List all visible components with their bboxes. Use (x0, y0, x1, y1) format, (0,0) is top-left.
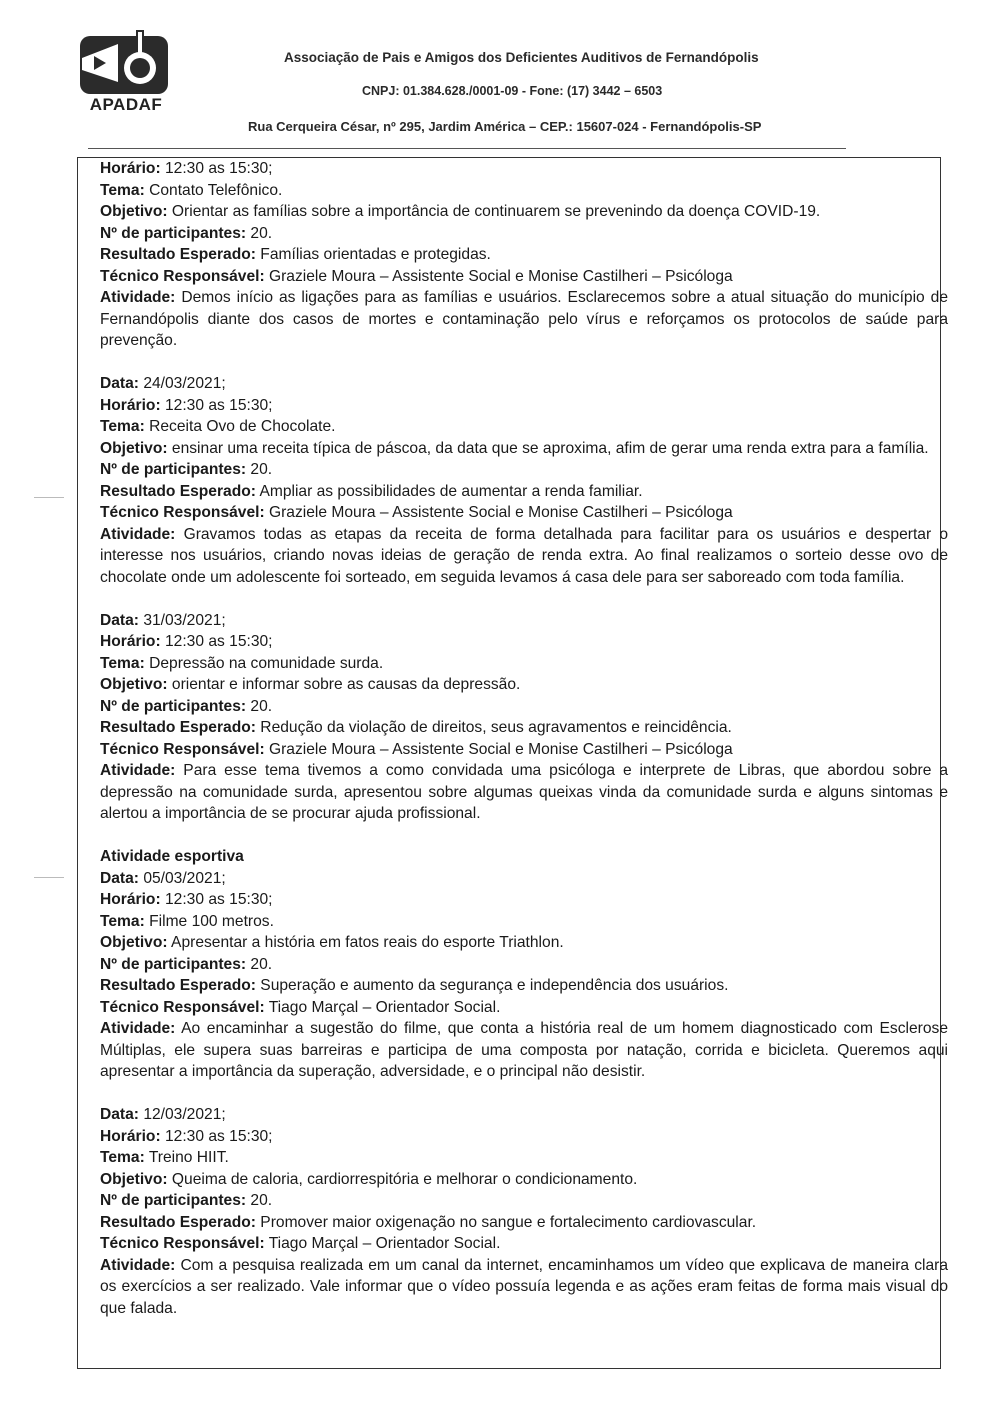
field-horario: Horário: 12:30 as 15:30; (100, 160, 273, 177)
field-tecnico: Técnico Responsável: Tiago Marçal – Orientador Social. (100, 1235, 501, 1252)
field-resultado: Resultado Esperado: Redução da violação de direitos, seus agravamentos e reincidência. (100, 719, 732, 736)
field-data: Data: 24/03/2021; (100, 375, 226, 392)
field-tecnico: Técnico Responsável: Graziele Moura – Assistente Social e Monise Castilheri – Psicóloga (100, 504, 733, 521)
field-objetivo: Objetivo: ensinar uma receita típica de páscoa, da data que se aproxima, afim de gerar uma renda extra para a família. (100, 439, 929, 457)
field-tema: Tema: Treino HIIT. (100, 1149, 229, 1166)
logo-wordmark: APADAF (89, 95, 163, 114)
field-tema: Tema: Depressão na comunidade surda. (100, 654, 384, 672)
field-participantes: Nº de participantes: 20. (100, 955, 273, 973)
field-objetivo: Objetivo: Queima de caloria, cardiorrespitória e melhorar o condicionamento. (100, 1170, 638, 1188)
field-resultado: Resultado Esperado: Superação e aumento da segurança e independência dos usuários. (100, 977, 729, 994)
field-atividade: Atividade: Gravamos todas as etapas da receita de forma detalhada para facilitar para os usuários e despertar o interesse nos usuários, criando novas ideias de geração de renda extra. Ao final realizamos o sorteio desse ovo de chocolate onde um adolescente foi sorteado, em seguida levamos á casa dele para ser saboreado com toda família. (100, 525, 948, 586)
report-body (100, 158, 948, 1319)
field-horario: Horário: 12:30 as 15:30; (100, 396, 273, 414)
field-tecnico: Técnico Responsável: Tiago Marçal – Orientador Social. (100, 998, 501, 1016)
organization-address: Rua Cerqueira César, nº 295, Jardim América – CEP.: 15607-024 - Fernandópolis-SP (248, 119, 762, 134)
field-tema: Tema: Contato Telefônico. (100, 181, 283, 199)
field-horario: Horário: 12:30 as 15:30; (100, 633, 273, 650)
field-data: Data: 31/03/2021; (100, 611, 226, 629)
field-resultado: Resultado Esperado: Promover maior oxigenação no sangue e fortalecimento cardiovascular. (100, 1213, 757, 1231)
header-divider (88, 148, 846, 149)
field-tema: Tema: Receita Ovo de Chocolate. (100, 418, 336, 435)
field-objetivo: Objetivo: Orientar as famílias sobre a importância de continuarem se prevenindo da doença COVID-19. (100, 203, 821, 220)
section-title: Atividade esportiva (100, 848, 244, 865)
field-horario: Horário: 12:30 as 15:30; (100, 1127, 273, 1145)
scan-edge-mark (34, 497, 64, 498)
activity-entry (100, 158, 948, 352)
field-atividade: Atividade: Ao encaminhar a sugestão do filme, que conta a história real de um homem diagnosticado com Esclerose Múltiplas, ele supera suas barreiras e participa de uma composta por natação, corrida e bicicleta. Queremos aqui apresentar a importância da superação, adversidade, e o principal não desistir. (100, 1020, 948, 1080)
activity-entry (100, 373, 948, 588)
field-participantes: Nº de participantes: 20. (100, 1192, 273, 1209)
field-participantes: Nº de participantes: 20. (100, 224, 273, 242)
activity-entry (100, 610, 948, 825)
organization-name: Associação de Pais e Amigos dos Deficientes Auditivos de Fernandópolis (284, 50, 759, 65)
field-tecnico: Técnico Responsável: Graziele Moura – Assistente Social e Monise Castilheri – Psicóloga (100, 267, 733, 285)
field-atividade: Atividade: Demos início as ligações para as famílias e usuários. Esclarecemos sobre a atual situação do município de Fernandópolis diante dos casos de mortes e contaminação pelo vírus e reforçamos os protocolos de saúde para prevenção. (100, 289, 948, 349)
field-data: Data: 05/03/2021; (100, 869, 226, 887)
field-horario: Horário: 12:30 as 15:30; (100, 891, 273, 908)
field-objetivo: Objetivo: Apresentar a história em fatos reais do esporte Triathlon. (100, 934, 564, 951)
field-tecnico: Técnico Responsável: Graziele Moura – Assistente Social e Monise Castilheri – Psicóloga (100, 740, 733, 758)
field-atividade: Atividade: Com a pesquisa realizada em um canal da internet, encaminhamos um vídeo que explicava de maneira clara os exercícios a ser realizado. Vale informar que o vídeo possuía legenda e as ações eram feitas de forma mais visual do que falada. (100, 1256, 948, 1317)
field-resultado: Resultado Esperado: Famílias orientadas e protegidas. (100, 246, 491, 263)
field-objetivo: Objetivo: orientar e informar sobre as causas da depressão. (100, 676, 521, 693)
field-resultado: Resultado Esperado: Ampliar as possibilidades de aumentar a renda familiar. (100, 482, 643, 500)
activity-entry (100, 846, 948, 1083)
activity-entry (100, 1104, 948, 1319)
field-tema: Tema: Filme 100 metros. (100, 912, 274, 930)
field-data: Data: 12/03/2021; (100, 1106, 226, 1123)
field-participantes: Nº de participantes: 20. (100, 461, 273, 478)
field-participantes: Nº de participantes: 20. (100, 697, 273, 715)
organization-contact: CNPJ: 01.384.628./0001-09 - Fone: (17) 3442 – 6503 (362, 84, 663, 98)
scan-edge-mark (34, 877, 64, 878)
field-atividade: Atividade: Para esse tema tivemos a como convidada uma psicóloga e interprete de Libras, que abordou sobre a depressão na comunidade surda, apresentou sobre algumas queixas vinda da comunidade surda e alguns sintomas e alertou a importância de se procurar ajuda profissional. (100, 762, 948, 822)
